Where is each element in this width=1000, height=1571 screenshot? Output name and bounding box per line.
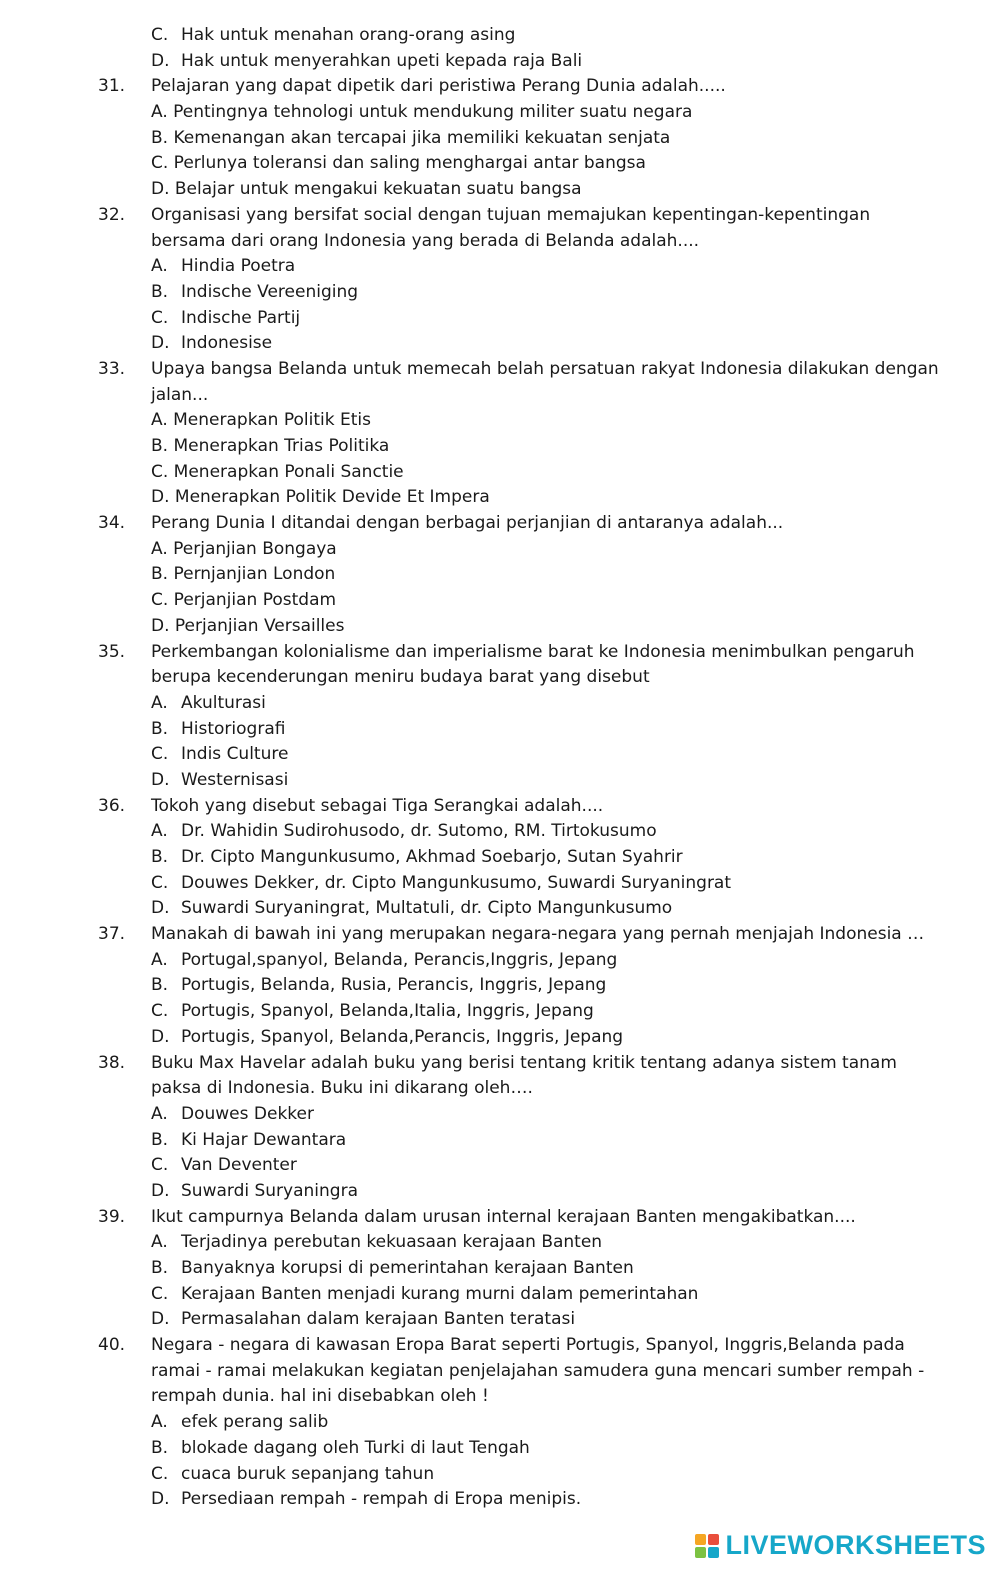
question-number: 35. [98, 641, 126, 662]
option-text: Historiografi [181, 718, 286, 739]
answer-option [0, 331, 1000, 357]
answer-option [0, 23, 1000, 49]
option-letter: A. [151, 1232, 168, 1253]
answer-option [0, 562, 1000, 588]
option-text: C. Perlunya toleransi dan saling menghargai antar bangsa [151, 153, 646, 174]
option-text: Permasalahan dalam kerajaan Banten teratasi [181, 1309, 576, 1330]
question-text: Buku Max Havelar adalah buku yang berisi tentang kritik tentang adanya sistem tanam [151, 1052, 897, 1073]
answer-option [0, 1462, 1000, 1488]
question-number: 39. [98, 1206, 126, 1227]
option-letter: B. [151, 1437, 169, 1458]
answer-option [0, 485, 1000, 511]
answer-option [0, 588, 1000, 614]
option-text: blokade dagang oleh Turki di laut Tengah [181, 1437, 530, 1458]
question-text-continuation [0, 665, 1000, 691]
logo-square-2 [708, 1534, 719, 1545]
option-text: Indis Culture [181, 744, 289, 765]
question-number: 34. [98, 513, 126, 534]
question-text: ramai - ramai melakukan kegiatan penjelajahan samudera guna mencari sumber rempah - [151, 1360, 925, 1381]
question-line [0, 1051, 1000, 1077]
answer-option [0, 49, 1000, 75]
answer-option [0, 896, 1000, 922]
answer-option [0, 1230, 1000, 1256]
answer-option [0, 1179, 1000, 1205]
option-text: Indische Vereeniging [181, 281, 359, 302]
option-text: efek perang salib [181, 1412, 329, 1433]
question-text: paksa di Indonesia. Buku ini dikarang oleh…. [151, 1078, 533, 1099]
option-text: B. Menerapkan Trias Politika [151, 436, 390, 456]
option-letter: D. [151, 333, 170, 354]
answer-option [0, 1153, 1000, 1179]
answer-option [0, 871, 1000, 897]
question-text-continuation [0, 229, 1000, 255]
question-number: 40. [98, 1335, 126, 1356]
answer-option [0, 177, 1000, 203]
option-letter: D. [151, 1489, 170, 1510]
option-text: A. Pentingnya tehnologi untuk mendukung militer suatu negara [151, 102, 693, 123]
question-line [0, 511, 1000, 537]
option-text: A. Menerapkan Politik Etis [151, 410, 371, 431]
answer-option [0, 460, 1000, 486]
question-text-continuation [0, 1384, 1000, 1410]
option-text: B. Pernjanjian London [151, 564, 336, 585]
option-letter: C. [151, 1155, 169, 1176]
option-text: Indische Partij [181, 307, 301, 328]
question-line [0, 922, 1000, 948]
question-line [0, 357, 1000, 383]
option-text: Dr. Cipto Mangunkusumo, Akhmad Soebarjo, Sutan Syahrir [181, 847, 683, 867]
logo-square-4 [708, 1547, 719, 1558]
worksheet-page [0, 23, 1000, 1513]
question-text: Tokoh yang disebut sebagai Tiga Serangkai adalah.... [151, 795, 604, 816]
question-text: rempah dunia. hal ini disebabkan oleh ! [151, 1386, 489, 1407]
answer-option [0, 973, 1000, 999]
question-text: Negara - negara di kawasan Eropa Barat seperti Portugis, Spanyol, Inggris,Belanda pada [151, 1335, 905, 1356]
option-letter: A. [151, 256, 168, 277]
option-letter: C. [151, 1001, 169, 1022]
option-letter: D. [151, 1309, 170, 1330]
question-line [0, 1333, 1000, 1359]
answer-option [0, 1102, 1000, 1128]
option-text: Hak untuk menyerahkan upeti kepada raja Bali [181, 50, 583, 71]
question-text: Manakah di bawah ini yang merupakan negara-negara yang pernah menjajah Indonesia … [151, 924, 925, 945]
logo-square-1 [695, 1534, 706, 1545]
option-text: cuaca buruk sepanjang tahun [181, 1463, 435, 1484]
option-text: Portugis, Belanda, Rusia, Perancis, Inggris, Jepang [181, 975, 607, 996]
option-letter: B. [151, 975, 169, 996]
answer-option [0, 100, 1000, 126]
option-text: Banyaknya korupsi di pemerintahan kerajaan Banten [181, 1258, 634, 1278]
liveworksheets-footer [695, 1530, 986, 1561]
answer-option [0, 1487, 1000, 1513]
option-letter: A. [151, 1103, 168, 1124]
answer-option [0, 1410, 1000, 1436]
option-text: Terjadinya perebutan kekuasaan kerajaan Banten [181, 1232, 603, 1253]
option-letter: B. [151, 1258, 169, 1278]
liveworksheets-logo-icon [695, 1534, 719, 1558]
option-text: D. Menerapkan Politik Devide Et Impera [151, 487, 490, 508]
option-letter: D. [151, 769, 170, 790]
logo-square-3 [695, 1547, 706, 1558]
question-number: 36. [98, 795, 126, 816]
question-line [0, 794, 1000, 820]
question-line [0, 640, 1000, 666]
question-text-continuation [0, 1076, 1000, 1102]
answer-option [0, 768, 1000, 794]
answer-option [0, 845, 1000, 871]
answer-option [0, 1128, 1000, 1154]
question-text-continuation [0, 1359, 1000, 1385]
answer-option [0, 1282, 1000, 1308]
option-letter: C. [151, 307, 169, 328]
option-letter: A. [151, 949, 168, 970]
option-text: Portugis, Spanyol, Belanda,Perancis, Inggris, Jepang [181, 1026, 624, 1047]
question-text: Ikut campurnya Belanda dalam urusan internal kerajaan Banten mengakibatkan.... [151, 1206, 856, 1227]
answer-option [0, 1256, 1000, 1282]
question-number: 32. [98, 204, 126, 225]
answer-option [0, 948, 1000, 974]
option-text: Hak untuk menahan orang-orang asing [181, 25, 516, 45]
question-text: Organisasi yang bersifat social dengan tujuan memajukan kepentingan-kepentingan [151, 204, 871, 225]
option-text: Persediaan rempah - rempah di Eropa menipis. [181, 1489, 582, 1510]
question-text: berupa kecenderungan meniru budaya barat yang disebut [151, 667, 650, 688]
answer-option [0, 614, 1000, 640]
option-text: D. Belajar untuk mengakui kekuatan suatu bangsa [151, 179, 582, 200]
option-text: Douwes Dekker, dr. Cipto Mangunkusumo, Suwardi Suryaningrat [181, 872, 732, 893]
question-number: 31. [98, 76, 126, 97]
option-text: Suwardi Suryaningrat, Multatuli, dr. Cipto Mangunkusumo [181, 898, 673, 919]
question-text: Perkembangan kolonialisme dan imperialisme barat ke Indonesia menimbulkan pengaruh [151, 641, 915, 662]
question-text-continuation [0, 383, 1000, 409]
option-letter: D. [151, 898, 170, 919]
answer-option [0, 151, 1000, 177]
option-text: Dr. Wahidin Sudirohusodo, dr. Sutomo, RM. Tirtokusumo [181, 821, 657, 842]
option-text: C. Menerapkan Ponali Sanctie [151, 461, 404, 482]
option-letter: C. [151, 744, 169, 765]
answer-option [0, 819, 1000, 845]
option-text: Portugis, Spanyol, Belanda,Italia, Inggris, Jepang [181, 1001, 594, 1022]
option-letter: C. [151, 1463, 169, 1484]
answer-option [0, 1436, 1000, 1462]
option-letter: B. [151, 281, 169, 302]
option-text: A. Perjanjian Bongaya [151, 538, 337, 559]
question-line [0, 74, 1000, 100]
option-text: Indonesise [181, 333, 273, 354]
question-text: Upaya bangsa Belanda untuk memecah belah persatuan rakyat Indonesia dilakukan dengan [151, 358, 939, 379]
answer-option [0, 537, 1000, 563]
option-text: Westernisasi [181, 769, 289, 790]
answer-option [0, 254, 1000, 280]
option-text: D. Perjanjian Versailles [151, 615, 345, 636]
option-letter: B. [151, 1129, 169, 1150]
answer-option [0, 1025, 1000, 1051]
option-text: C. Perjanjian Postdam [151, 590, 337, 611]
question-number: 37. [98, 924, 126, 945]
option-text: Van Deventer [181, 1155, 297, 1176]
answer-option [0, 1307, 1000, 1333]
option-text: B. Kemenangan akan tercapai jika memiliki kekuatan senjata [151, 127, 671, 148]
question-number: 33. [98, 358, 126, 379]
option-letter: A. [151, 692, 168, 713]
question-line [0, 1205, 1000, 1231]
question-number: 38. [98, 1052, 126, 1073]
option-text: Hindia Poetra [181, 256, 296, 277]
answer-option [0, 408, 1000, 434]
option-text: Suwardi Suryaningra [181, 1180, 358, 1201]
answer-option [0, 434, 1000, 460]
answer-option [0, 717, 1000, 743]
option-text: Akulturasi [181, 692, 266, 713]
answer-option [0, 691, 1000, 717]
answer-option [0, 306, 1000, 332]
question-text: Perang Dunia I ditandai dengan berbagai perjanjian di antaranya adalah... [151, 513, 784, 534]
option-letter: A. [151, 1412, 168, 1433]
answer-option [0, 126, 1000, 152]
option-letter: D. [151, 50, 170, 71]
option-letter: D. [151, 1180, 170, 1201]
option-letter: B. [151, 847, 169, 867]
question-line [0, 203, 1000, 229]
option-letter: C. [151, 25, 169, 45]
question-text: bersama dari orang Indonesia yang berada di Belanda adalah.... [151, 230, 700, 251]
option-text: Douwes Dekker [181, 1103, 314, 1124]
answer-option [0, 999, 1000, 1025]
option-letter: C. [151, 872, 169, 893]
option-letter: B. [151, 718, 169, 739]
option-letter: C. [151, 1283, 169, 1304]
option-text: Kerajaan Banten menjadi kurang murni dalam pemerintahan [181, 1283, 699, 1304]
question-text: jalan... [151, 384, 209, 405]
answer-option [0, 280, 1000, 306]
option-text: Ki Hajar Dewantara [181, 1129, 347, 1150]
question-text: Pelajaran yang dapat dipetik dari peristiwa Perang Dunia adalah..... [151, 76, 726, 97]
option-letter: D. [151, 1026, 170, 1047]
answer-option [0, 742, 1000, 768]
brand-name: LIVEWORKSHEETS [725, 1530, 986, 1560]
option-text: Portugal,spanyol, Belanda, Perancis,Inggris, Jepang [181, 949, 618, 970]
option-letter: A. [151, 821, 168, 842]
